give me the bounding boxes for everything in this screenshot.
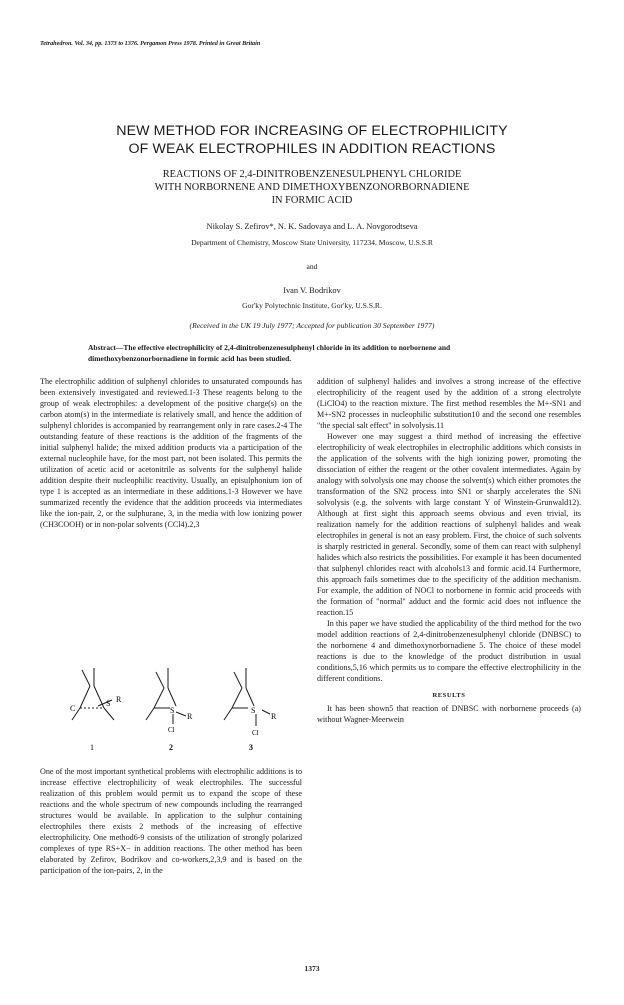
bond-line bbox=[82, 670, 90, 686]
left-column-top bbox=[40, 376, 302, 530]
bond-line bbox=[154, 688, 164, 708]
left-column-bottom bbox=[40, 766, 302, 876]
structure-label-3: 3 bbox=[249, 743, 253, 752]
structures-svg bbox=[68, 664, 288, 752]
subtitle-line-1: REACTIONS OF 2,4-DINITROBENZENESULPHENYL CHLORIDE bbox=[162, 169, 462, 180]
bond-line bbox=[262, 710, 270, 714]
paper-subtitle bbox=[40, 168, 584, 207]
second-affiliation: Gor'ky Polytechnic Institute, Gor'ky, U.S.S.R. bbox=[242, 301, 382, 310]
paragraph-results: It has been shown5 that reaction of DNBSC with norbornene proceeds (a) without Wagner-Meerwein bbox=[317, 704, 581, 724]
structure-label-1: 1 bbox=[90, 743, 94, 752]
right-column bbox=[317, 376, 581, 725]
atom-label-c: C bbox=[70, 704, 76, 713]
bond-line bbox=[176, 712, 186, 716]
bond-line bbox=[146, 708, 154, 720]
subtitle-line-3: IN FORMIC ACID bbox=[271, 195, 353, 206]
atom-label-r: R bbox=[116, 695, 122, 704]
structure-label-2: 2 bbox=[169, 743, 173, 752]
paper-title bbox=[40, 122, 584, 158]
bond-line bbox=[80, 686, 90, 708]
atom-label-s: S bbox=[106, 699, 111, 708]
atom-label-s: S bbox=[251, 706, 256, 715]
bond-line bbox=[246, 688, 254, 706]
bond-line bbox=[104, 708, 114, 720]
atom-label-cl: Cl bbox=[252, 729, 259, 737]
author-affiliation: Department of Chemistry, Moscow State University, 117234, Moscow, U.S.S.R bbox=[191, 238, 433, 247]
title-line-1: NEW METHOD FOR INCREASING OF ELECTROPHILICITY bbox=[116, 123, 508, 139]
second-author: Ivan V. Bodrikov bbox=[283, 286, 341, 295]
bond-line bbox=[94, 686, 104, 708]
results-heading: RESULTS bbox=[432, 692, 466, 699]
bond-line bbox=[156, 672, 164, 688]
title-line-2: OF WEAK ELECTROPHILES IN ADDITION REACTIONS bbox=[128, 141, 496, 157]
paragraph-intro: The electrophilic addition of sulphenyl chlorides to unsaturated compounds has been extensively investigated and reviewed.1-3 These reagents belong to the group of weak electrophiles: a development of the positive charge(s) on the carbon atom(s) in the intermediate is relatively small, and hence the addition of sulphenyl chlorides is accompanied by rearrangement only in rare cases.2-4 The outstanding feature of these reactions is the addition of the fragments of the initial sulphenyl halide; the mixed addition products via a participation of the external nucleophile have, for the most part, not been isolated. This permits the utilization of acetic acid or acetonitrile as solvents for the sulphenyl halide addition despite their nucleophilic reactivity. Usually, an episulphonium ion of type 1 is accepted as an intermediate in these additions.1-3 However we have summarized recently the evidence that the addition proceeds via intermediates like the ion-pair, 2, or the sulphurane, 3, in the media with low ionizing power (CH3COOH) or in non-polar solvents (CCl4).2,3 bbox=[40, 377, 302, 529]
page-number: 1373 bbox=[304, 964, 320, 973]
subtitle-line-2: WITH NORBORNENE AND DIMETHOXYBENZONORBORNADIENE bbox=[154, 182, 470, 193]
paragraph-this-paper: In this paper we have studied the applicability of the third method for the two model addition reactions of 2,4-dinitrobenzenesulphenyl chloride (DNBSC) to the norbornene 4 and dimethoxynorbornadiene 5. The choice of these model reactions is due to the knowledge of the product distribution in usual conditions,5,16 which permits us to compare the effective electrophilicity in the different conditions. bbox=[317, 619, 581, 683]
bond-line bbox=[224, 708, 232, 720]
bond-line bbox=[232, 688, 242, 708]
atom-label-s: S bbox=[170, 706, 175, 715]
received-dates: (Received in the UK 19 July 1977; Accepted for publication 30 September 1977) bbox=[189, 321, 435, 330]
paragraph-continued: addition of sulphenyl halides and involves a strong increase of the effective electrophilicity of the reagent used by the addition of a strong electrolyte (LiClO4) to the reaction mixture. The first method resembles the M+-SN1 and M+-SN2 processes in nucleophilic substitution10 and the second one resembles "the special salt effect" in solvolysis.11 bbox=[317, 377, 581, 430]
atom-label-r: R bbox=[187, 712, 193, 721]
atom-label-cl: Cl bbox=[168, 726, 175, 734]
structures-figure bbox=[68, 664, 288, 752]
bond-line bbox=[234, 672, 242, 688]
paragraph-third-method: However one may suggest a third method of increasing the effective electrophilicity of weak electrophiles in electrophilic additions which consists in the application of the solvents with the high ionizing power, promoting the dissociation of either the reagent or the other covalent intermediates. Again by analogy with solvolysis one may choose the solvent(s) which either promotes the transformation of the SN2 process into SN1 or sharply accelerates the SNi solvolysis (e.g. the solvents with large constant Y of Winstein-Grunwald12). Although at first sight this approach seems obvious and even trivial, its realization namely for the addition reactions of sulphenyl halides and weak electrophiles in general is not an easy problem. First, the choice of such solvents is sharply restricted in general. Secondly, some of them can react with sulphenyl halides which also restricts the possibilities. For example it has been documented that sulphenyl chlorides react with alcohols13 and formic acid.14 Furthermore, this approach fails sometimes due to the specificity of the addition mechanism. For example, the addition of NOCl to norbornene in formic acid proceeds with the formation of "normal" adduct and the formic acid does not influence the reaction.15 bbox=[317, 432, 581, 617]
journal-header: Tetrahedron. Vol. 34, pp. 1373 to 1376. Pergamon Press 1978. Printed in Great Britain bbox=[40, 40, 261, 47]
author-list: Nikolay S. Zefirov*, N. K. Sadovaya and L. A. Novgorodtseva bbox=[206, 222, 418, 231]
abstract: Abstract—The effective electrophilicity of 2,4-dinitrobenzenesulphenyl chloride in its addition to norbornene and dimethoxybenzonorbornadiene in formic acid has been studied. bbox=[88, 343, 451, 363]
author-conjunction: and bbox=[306, 262, 318, 271]
bond-line bbox=[168, 688, 176, 706]
atom-label-r: R bbox=[271, 712, 277, 721]
paragraph-methods: One of the most important synthetical problems with electrophilic additions is to increase effective electrophilicity of weak electrophiles. The successful realization of this problem would permit us to expand the scope of these reactions and the whole spectrum of new compounds including the rearranged structures would be available. In application to the sulphur containing electrophiles there exists 2 methods of the increasing of effective electrophilicity. One method6-9 consists of the utilization of strongly polarized complexes of type RS+X− in addition reactions. The other method has been elaborated by Zefirov, Bodrikov and co-workers,2,3,9 and is based on the participation of the ion-pairs, 2, in the bbox=[40, 767, 302, 875]
